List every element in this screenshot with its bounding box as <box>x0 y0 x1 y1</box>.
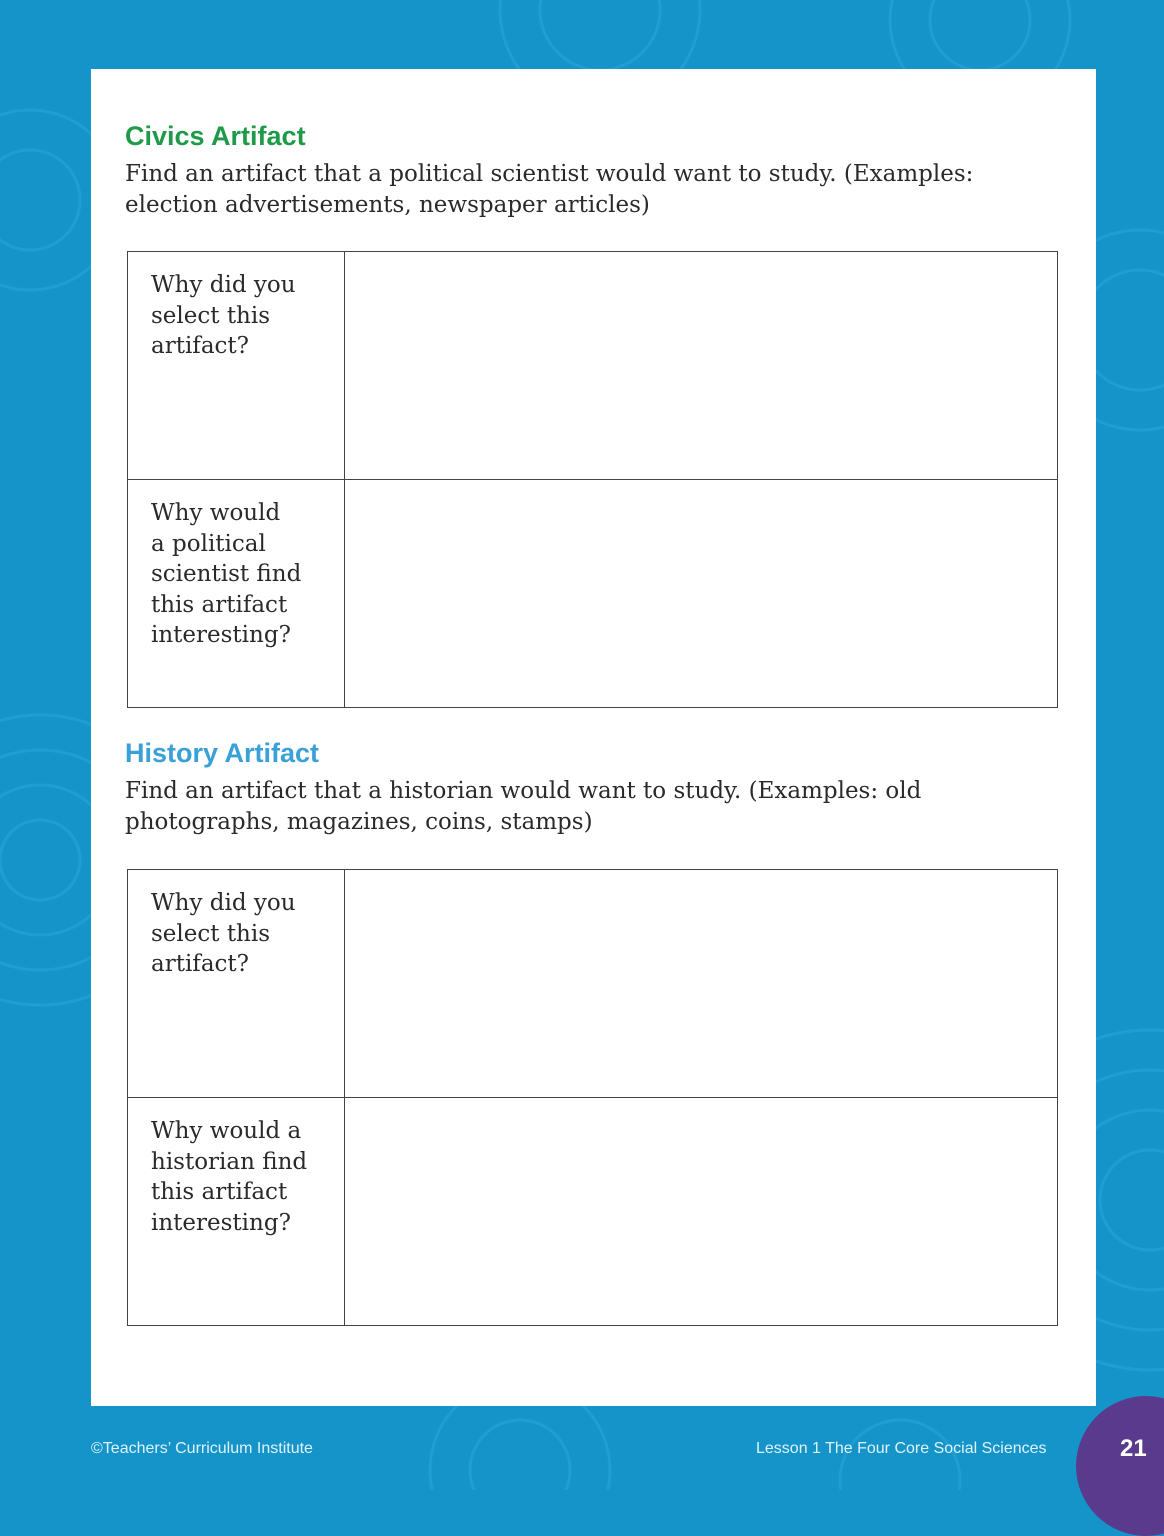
answer-cell[interactable] <box>345 480 1058 708</box>
question-line: select this <box>151 920 271 947</box>
question-line: interesting? <box>151 1209 291 1236</box>
table-row <box>128 1098 1058 1326</box>
question-cell <box>128 870 345 1098</box>
question-line: artifact? <box>151 333 249 359</box>
question-cell <box>128 252 345 480</box>
answer-cell[interactable] <box>345 252 1058 480</box>
history-instructions-line-1: Find an artifact that a historian would want to study. (Examples: old <box>125 778 922 804</box>
question-line: Why did you <box>151 272 296 298</box>
question-line: Why would a <box>151 1118 302 1144</box>
answer-cell[interactable] <box>345 1098 1058 1326</box>
footer-lesson-title: Lesson 1 The Four Core Social Sciences <box>756 1440 1047 1457</box>
history-instructions-line-2: photographs, magazines, coins, stamps) <box>125 809 593 835</box>
question-line: interesting? <box>151 622 291 648</box>
page-number: 21 <box>1120 1435 1147 1462</box>
history-section-title: History Artifact <box>125 738 320 768</box>
table-row <box>128 870 1058 1098</box>
question-line: historian find <box>151 1148 308 1175</box>
question-cell <box>128 480 345 708</box>
question-line: scientist find <box>151 561 302 587</box>
question-line: artifact? <box>151 951 249 977</box>
answer-cell[interactable] <box>345 870 1058 1098</box>
table-row <box>128 480 1058 708</box>
question-cell <box>128 1098 345 1326</box>
table-row <box>128 252 1058 480</box>
footer-copyright: ©Teachers’ Curriculum Institute <box>91 1440 313 1457</box>
question-line: Why would <box>151 500 281 526</box>
worksheet-page <box>91 69 1096 1406</box>
question-line: select this <box>151 302 271 329</box>
civics-artifact-table <box>127 251 1058 708</box>
civics-instructions <box>125 159 1025 221</box>
civics-instructions-line-1: Find an artifact that a political scientist would want to study. (Examples: <box>125 161 974 187</box>
history-artifact-table <box>127 869 1058 1326</box>
civics-section-title: Civics Artifact <box>125 121 306 151</box>
history-instructions <box>125 776 1025 838</box>
civics-instructions-line-2: election advertisements, newspaper articles) <box>125 192 650 218</box>
question-line: a political <box>151 530 266 557</box>
question-line: this artifact <box>151 591 288 618</box>
question-line: Why did you <box>151 890 296 916</box>
question-line: this artifact <box>151 1179 288 1205</box>
